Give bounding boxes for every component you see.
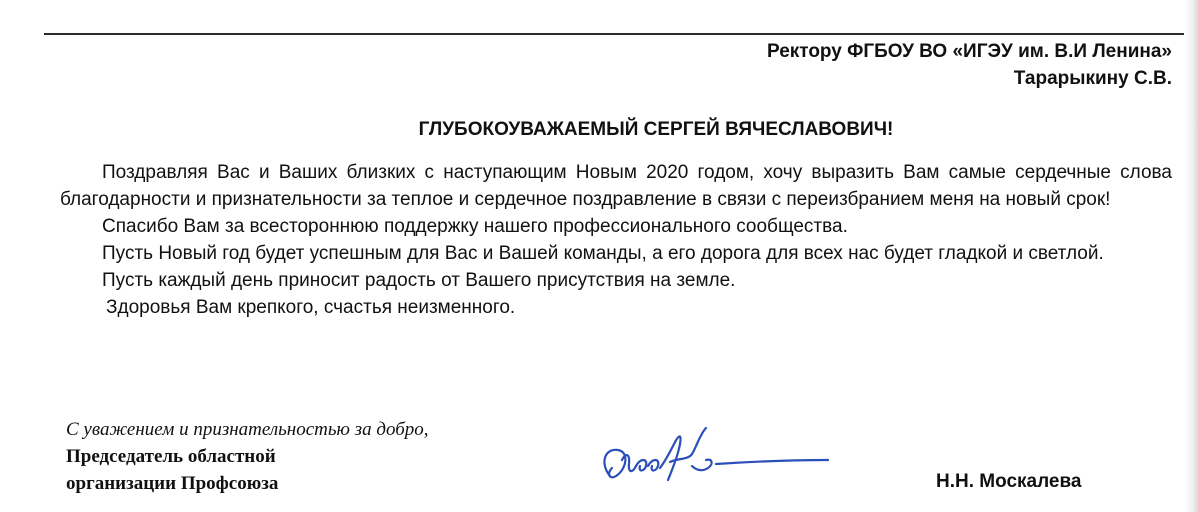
signature-svg (596, 414, 846, 494)
letter-text (60, 159, 1172, 321)
scan-right-edge (1184, 0, 1198, 512)
paragraph-4: Пусть каждый день приносит радость от Вашего присутствия на земле. (102, 270, 736, 291)
paragraph-1: Поздравляя Вас и Ваших близких с наступающим Новым 2020 годом, хочу выразить Вам самые сердечные слова благодарности и признательности за теплое и сердечное поздравление в связи с переизбранием меня на новый срок! (60, 162, 1172, 210)
greeting-heading: ГЛУБОКОУВАЖАЕМЫЙ СЕРГЕЙ ВЯЧЕСЛАВОВИЧ! (418, 119, 894, 140)
scan-top-margin (0, 0, 1198, 36)
signer-position-line-1: Председатель областной (66, 446, 276, 467)
addressee-block (60, 38, 1172, 92)
addressee-line-2: Тарарыкину С.В. (1013, 68, 1172, 89)
scan-edge-line (44, 33, 1198, 35)
paragraph-5: Здоровья Вам крепкого, счастья неизменного. (106, 297, 516, 318)
addressee-line-1: Ректору ФГБОУ ВО «ИГЭУ им. В.И Ленина» (767, 41, 1172, 62)
handwritten-signature-icon (596, 414, 846, 494)
closing-block (66, 416, 429, 497)
closing-regards: С уважением и признательностью за добро, (66, 419, 429, 440)
signer-name: Н.Н. Москалева (936, 471, 1082, 492)
paragraph-2: Спасибо Вам за всестороннюю поддержку нашего профессионального сообщества. (102, 216, 848, 237)
paragraph-3: Пусть Новый год будет успешным для Вас и Вашей команды, а его дорога для всех нас будет гладкой и светлой. (102, 243, 1104, 264)
letter-body (60, 38, 1172, 321)
signer-position-line-2: организации Профсоюза (66, 473, 279, 494)
